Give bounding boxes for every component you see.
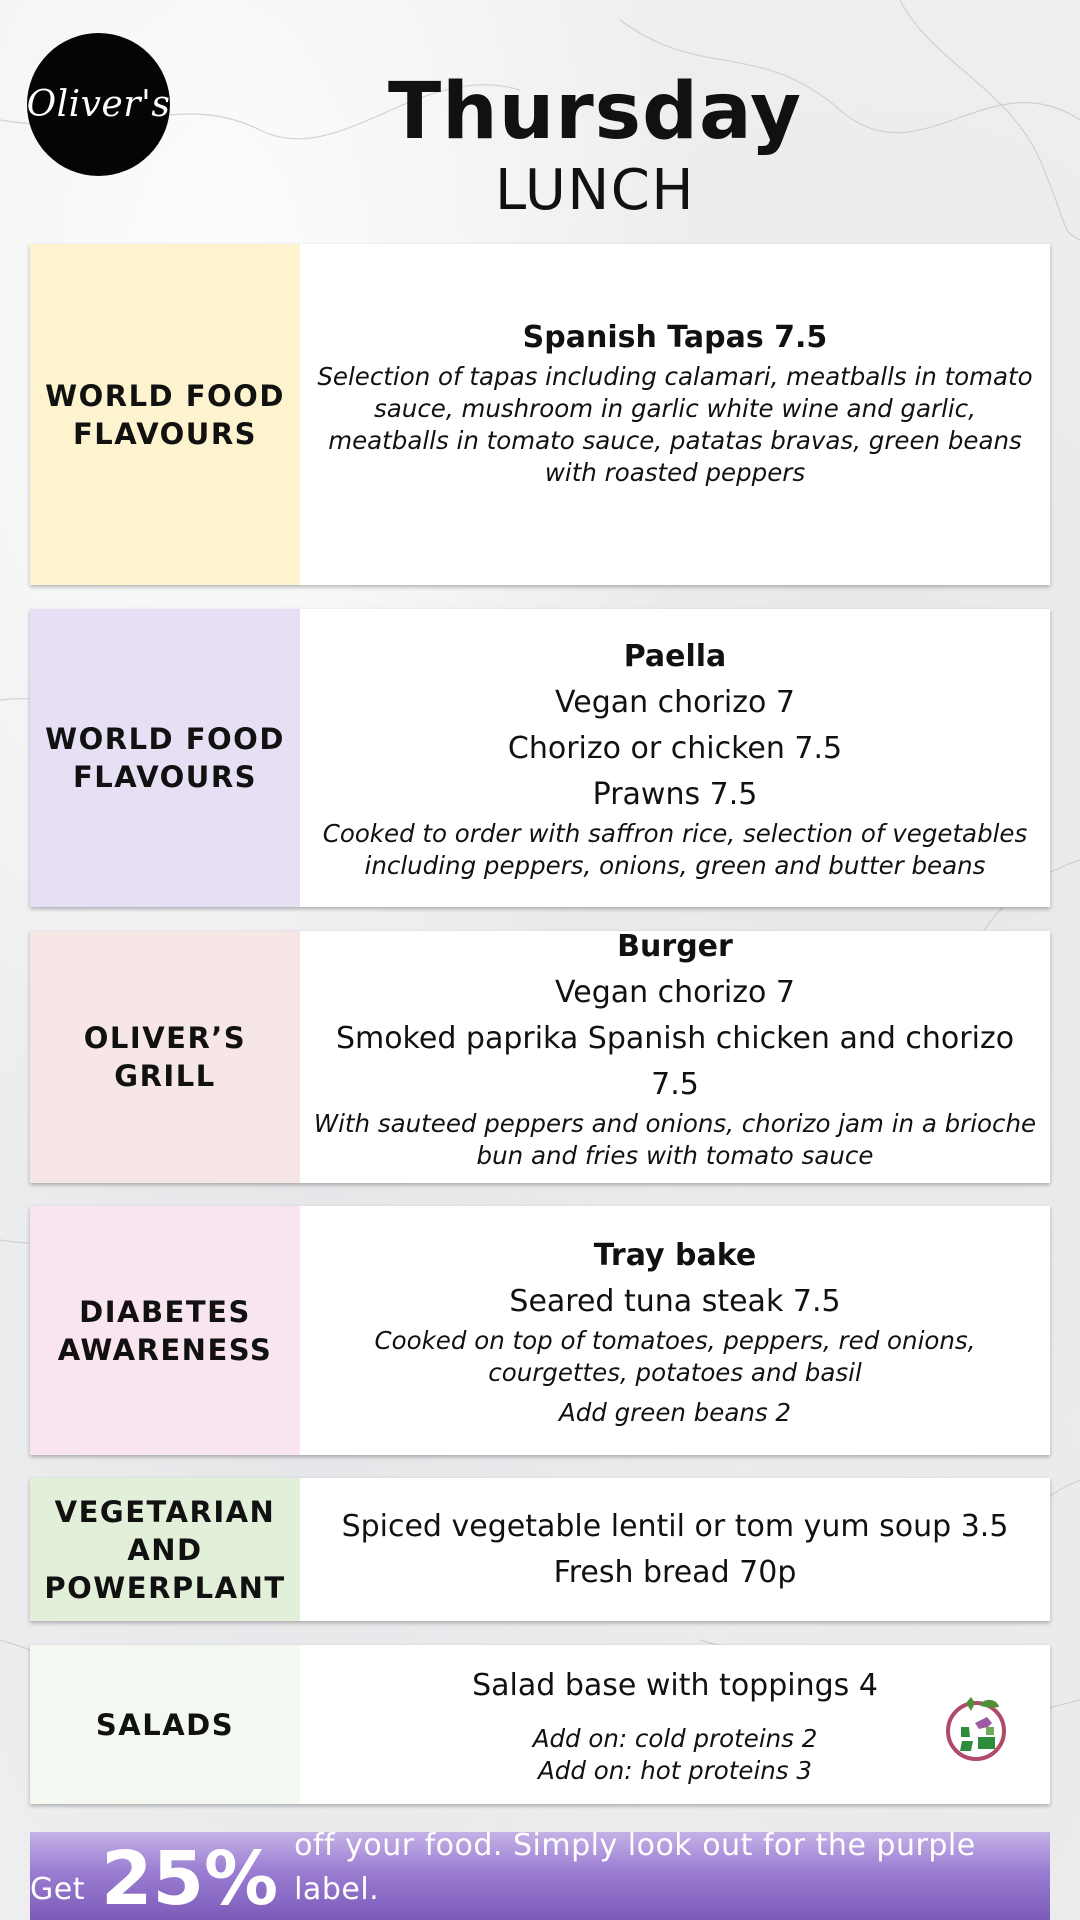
promo-banner — [30, 1832, 1050, 1920]
promo-prefix: Get — [30, 1872, 85, 1907]
dish-details — [300, 244, 1050, 585]
promo-percent: 25% — [100, 1836, 279, 1920]
menu-section-vegetarian-powerplant — [30, 1478, 1050, 1621]
waste-knot-logo-icon — [940, 1693, 1012, 1765]
promo-suffix: off your food. Simply look out for the purple label. — [294, 1832, 976, 1907]
dish-option: Salad base with toppings 4 — [472, 1667, 878, 1703]
dish-details — [300, 1206, 1050, 1455]
meal-title: LUNCH — [495, 158, 695, 223]
olivers-logo — [27, 33, 170, 176]
dish-option: Prawns 7.5 — [592, 777, 758, 812]
dish-description: Cooked on top of tomatoes, peppers, red onions, courgettes, potatoes and basil — [374, 1325, 976, 1387]
dish-option: Seared tuna steak 7.5 — [509, 1283, 841, 1319]
logo-text: Oliver's — [26, 84, 171, 125]
menu-section-world-food-tapas — [30, 244, 1050, 585]
dish-option: Vegan chorizo 7 — [555, 685, 795, 720]
dish-description: Cooked to order with saffron rice, selection of vegetables including peppers, onions, green and butter beans — [322, 819, 1028, 880]
dish-option: Fresh bread 70p — [553, 1554, 797, 1590]
dish-description: Selection of tapas including calamari, meatballs in tomato sauce, mushroom in garlic white wine and garlic, meatballs in tomato sauce, patatas bravas, green beans with roasted peppers — [317, 361, 1033, 487]
dish-option: Smoked paprika Spanish chicken and chorizo 7.5 — [335, 1021, 1015, 1102]
dish-description: With sauteed peppers and onions, chorizo jam in a brioche bun and fries with tomato sauce — [313, 1109, 1037, 1170]
dish-details — [300, 1478, 1050, 1621]
dish-title: Paella — [623, 639, 727, 674]
addon-line: Add on: cold proteins 2 — [532, 1723, 818, 1753]
category-label: OLIVER’S GRILL — [30, 931, 300, 1183]
addon-line: Add on: hot proteins 3 — [538, 1755, 812, 1785]
dish-option: Chorizo or chicken 7.5 — [507, 731, 843, 766]
category-label: SALADS — [30, 1645, 300, 1804]
dish-option: Vegan chorizo 7 — [555, 975, 795, 1010]
day-title: Thursday — [387, 67, 803, 157]
category-label: WORLD FOOD FLAVOURS — [30, 244, 300, 585]
menu-section-salads — [30, 1645, 1050, 1804]
menu-section-world-food-paella — [30, 609, 1050, 907]
dish-option: Spiced vegetable lentil or tom yum soup 3.5 — [341, 1508, 1009, 1544]
dish-details — [300, 609, 1050, 907]
dish-details — [300, 1645, 1050, 1804]
dish-title: Spanish Tapas 7.5 — [522, 319, 828, 355]
dish-title: Tray bake — [593, 1237, 757, 1273]
dish-details — [300, 931, 1050, 1183]
menu-section-diabetes-awareness — [30, 1206, 1050, 1455]
dish-title: Burger — [617, 929, 733, 964]
category-label: WORLD FOOD FLAVOURS — [30, 609, 300, 907]
dish-extra: Add green beans 2 — [558, 1397, 792, 1427]
menu-section-olivers-grill — [30, 931, 1050, 1183]
category-label: DIABETES AWARENESS — [30, 1206, 300, 1455]
category-label: VEGETARIAN AND POWERPLANT — [30, 1478, 300, 1621]
